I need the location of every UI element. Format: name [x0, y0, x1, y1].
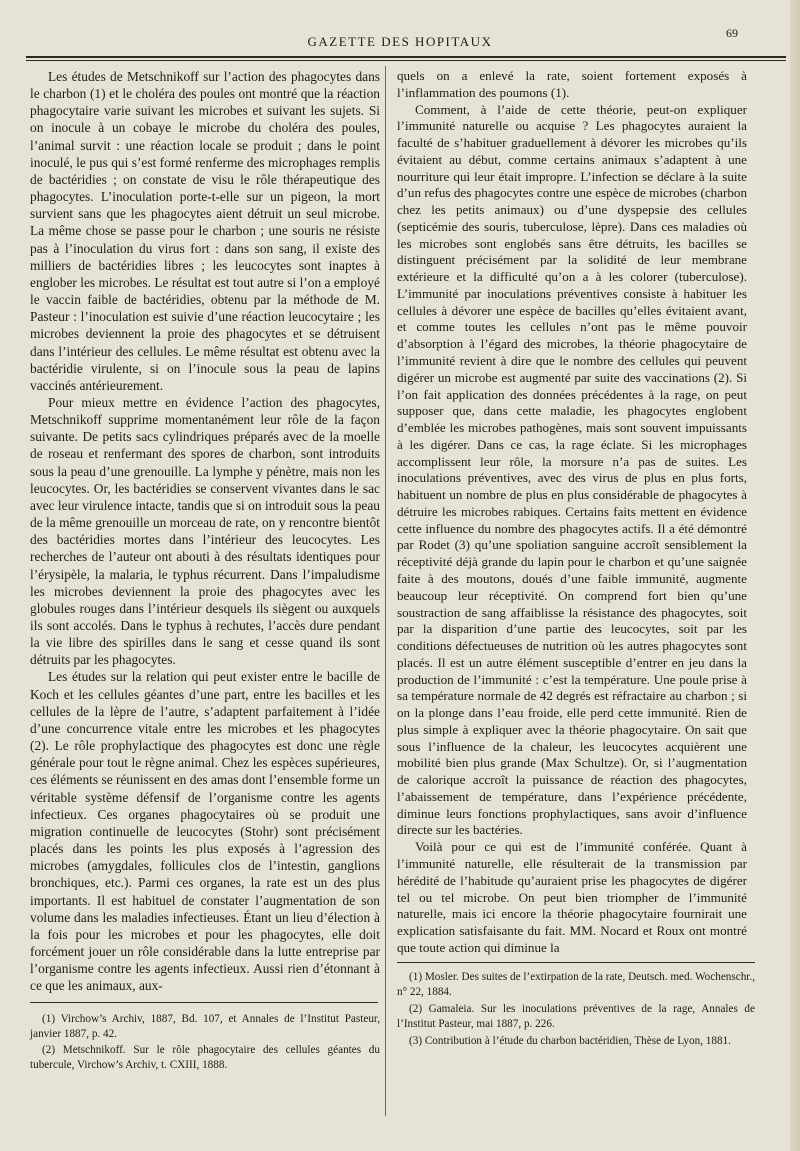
- footnote-right-2: (2) Gamaleia. Sur les inoculations préventives de la rage, Annales de l’Institut Pasteur, mai 1887, p. 226.: [397, 1003, 755, 1030]
- footnote-rule-right: [397, 962, 755, 963]
- header-rule-thick: [26, 56, 786, 58]
- footnote-right-3: (3) Contribution à l’étude du charbon bactéridien, Thèse de Lyon, 1881.: [409, 1035, 731, 1047]
- left-paragraph-3: Les études sur la relation qui peut exister entre le bacille de Koch et les cellules géantes d’une part, entre les bacilles et les cellules de la lèpre de l’autre, s’adaptent parfaitement à l’idée d’une concurrence vitale entre les microbes et les phagocytes (2). Le rôle prophylactique des phagocytes est donc une règle générale pour tout le règne animal. Chez les espèces supérieures, ces éléments se réunissent en des amas dont l’ensemble forme un véritable système défensif de l’organisme contre les agents infectieux. Ces organes phagocytaires où se produit une migration continuelle de leucocytes (Stohr) sont précisément placés dans les points les plus exposés à l’agression des microbes (amygdales, follicules clos de l’intestin, ganglions bronchiques, etc.). Parmi ces organes, la rate est un des plus importants. Il est habituel de constater l’augmentation de son volume dans les maladies infectieuses. Étant un lieu d’élection à la fois pour les microbes et pour les phagocytes, elle doit forcément jouer un rôle considérable dans la lutte entreprise par l’organisme contre les agents infectieux. Aussi rien d’étonnant à ce que les animaux, aux-: [30, 669, 380, 994]
- footnote-left-1: (1) Virchow’s Archiv, 1887, Bd. 107, et Annales de l’Institut Pasteur, janvier 1887, p. 42.: [30, 1013, 380, 1040]
- left-paragraph-2: Pour mieux mettre en évidence l’action des phagocytes, Metschnikoff supprime momentanément leur rôle de la façon suivante. De petits sacs cylindriques préparés avec de la moelle de roseau et renfermant des spores de charbon, sont introduits sous la peau d’une grenouille. La lymphe y pénètre, mais non les leucocytes. Or, les bactéridies se conservent vivantes dans le sac avec leur virulence intacte, tandis que si on introduit sous la peau de la même grenouille un morceau de rate, on y rencontre bientôt des bactéridies mortes dans l’intérieur des leucocytes. Les recherches de l’auteur ont abouti à des résultats identiques pour l’érysipèle, la malaria, le typhus récurrent. Dans l’impaludisme les microbes deviennent la proie des phagocytes avec les globules rouges dans l’intérieur desquels ils siègent ou auxquels ils sont accolés. Dans le typhus à rechutes, l’accès dure pendant la vie libre des spirilles dans le sang et cesse quand ils sont détruits par les phagocytes.: [30, 394, 380, 668]
- right-column: [397, 68, 747, 957]
- footnote-rule-left: [30, 1002, 378, 1003]
- header-rule-thin: [26, 60, 786, 61]
- right-paragraph-2: Comment, à l’aide de cette théorie, peut-on expliquer l’immunité naturelle ou acquise ? Les phagocytes auraient la faculté de s’habituer graduellement à dévorer les microbes qu’ils évitaient au début, comme certains animaux s’adaptent à une nourriture qui leur était impropre. L’infection se déclare à la suite d’un refus des phagocytes contre une espèce de microbes (charbon chez les petits animaux) ou d’une dyspepsie des cellules (septicémie des souris, tuberculose, lèpre). Dans ces maladies où les microbes sont englobés sans être détruits, les bacilles se distinguent précisément par la solidité de leur membrane extérieure et la difficulté qu’on a à les colorer (tuberculose). L’immunité par inoculations préventives consiste à habituer les cellules à dévorer une espèce de bacilles qu’elles évitaient avant, et comme toutes les cellules n’ont pas le même pouvoir d’absorption à l’égard des microbes, la théorie phagocytaire de l’immunité revient à dire que le nombre des cellules qui peuvent digérer un microbe est augmenté par suite des vaccinations (2). Si l’on fait application des données précédentes à la rage, on peut supposer que, dans cette maladie, les phagocytes englobent d’emblée les microbes pathogènes, mais sont souvent impuissants à les digérer. Dans ce cas, la rage éclate. Si les microphages accomplissent leur rôle, la morsure n’a pas de suites. Les inoculations préventives, avec des virus de plus en plus forts, habituent un nombre de plus en plus considérable de phagocytes à détruire les microbes rabiques. Certains faits mettent en évidence cette influence du nombre des phagocytes actifs. Il a été démontré par Rodet (3) qu’une spoliation sanguine accroît sensiblement la réceptivité déjà grande du lapin pour le charbon et qu’une saignée faite à des moutons, doués d’une faible immunité, augmente beaucoup leur réceptivité. On comprend fort bien qu’une soustraction de sang affaiblisse la résistance des phagocytes, soit par la disparition d’une partie des leucocytes, soit par les conditions défectueuses de nutrition où les autres phagocytes sont placés. Il est un autre élément susceptible d’entrer en jeu dans la production de l’immunité : c’est la température. Une poule prise à sa température normale de 42 degrés est réfractaire au charbon ; si on la plonge dans l’eau froide, elle perd cette immunité. Rien de plus simple à expliquer avec la théorie phagocytaire. On sait que sous l’influence de la chaleur, les leucocytes acquièrent une mobilité bien plus grande (Max Schultze). Or, si l’augmentation de calorique accroît la puissance de réaction des phagocytes, l’abaissement de température, dans l’expérience précédente, diminue leurs fonctions prophylactiques, sans avoir d’influence directe sur les bactéries.: [397, 101, 747, 838]
- column-divider: [385, 66, 386, 1116]
- footnotes-right: [397, 970, 755, 1051]
- running-header: GAZETTE DES HOPITAUX: [307, 34, 493, 49]
- left-paragraph-1: Les études de Metschnikoff sur l’action des phagocytes dans le charbon (1) et le choléra des poules ont montré que la réaction phagocytaire varie suivant les microbes et suivant les sujets. Si on inocule à un cobaye le microbe du choléra des poules, l’animal survit : une réaction locale se produit ; dans le point inoculé, le pus qui s’est formé renferme des microphages remplis de bactéridies ; on constate de visu le rôle thérapeutique des phagocytes. L’inoculation porte-t-elle sur un pigeon, la mort survient sans que les phagocytes aient détruit un seul microbe. La même chose se passe pour le charbon ; une souris ne résiste pas à l’inoculation du virus fort : dans son sang, il existe des milliers de bactéridies libres ; les leucocytes sont inaptes à englober les microbes. Le résultat est tout autre si l’on a employé le vaccin faible de bactéridies, obtenu par la méthode de M. Pasteur : l’inoculation est suivie d’une réaction leucocytaire ; les microbes deviennent la proie des phagocytes et se détruisent dans l’intérieur des cellules. Le même résultat est obtenu avec la bactéridie virulente, si on l’inocule sous la peau de lapins vaccinés antérieurement.: [30, 69, 380, 393]
- right-paragraph-1: quels on a enlevé la rate, soient fortement exposés à l’inflammation des poumons (1).: [397, 68, 747, 100]
- footnotes-left: [30, 1012, 380, 1074]
- page-edge-shadow: [790, 0, 800, 1151]
- footnote-left-2: (2) Metschnikoff. Sur le rôle phagocytaire des cellules géantes du tubercule, Virchow’s Archiv, t. CXIII, 1888.: [30, 1044, 380, 1071]
- left-column: [30, 68, 380, 994]
- footnote-right-1: (1) Mosler. Des suites de l’extirpation de la rate, Deutsch. med. Wochenschr., n° 22, 1884.: [397, 971, 755, 998]
- page-number: 69: [726, 26, 738, 40]
- right-paragraph-3: Voilà pour ce qui est de l’immunité conférée. Quant à l’immunité naturelle, elle résulterait de la transmission par hérédité de l’habitude qu’auraient prise les phagocytes de digérer tel ou tel microbe. On peut bien triompher de l’immunité naturelle, mais ici encore la théorie phagocytaire fournirait une explication satisfaisante du fait. MM. Nocard et Roux ont montré que toute action qui diminue la: [397, 839, 747, 955]
